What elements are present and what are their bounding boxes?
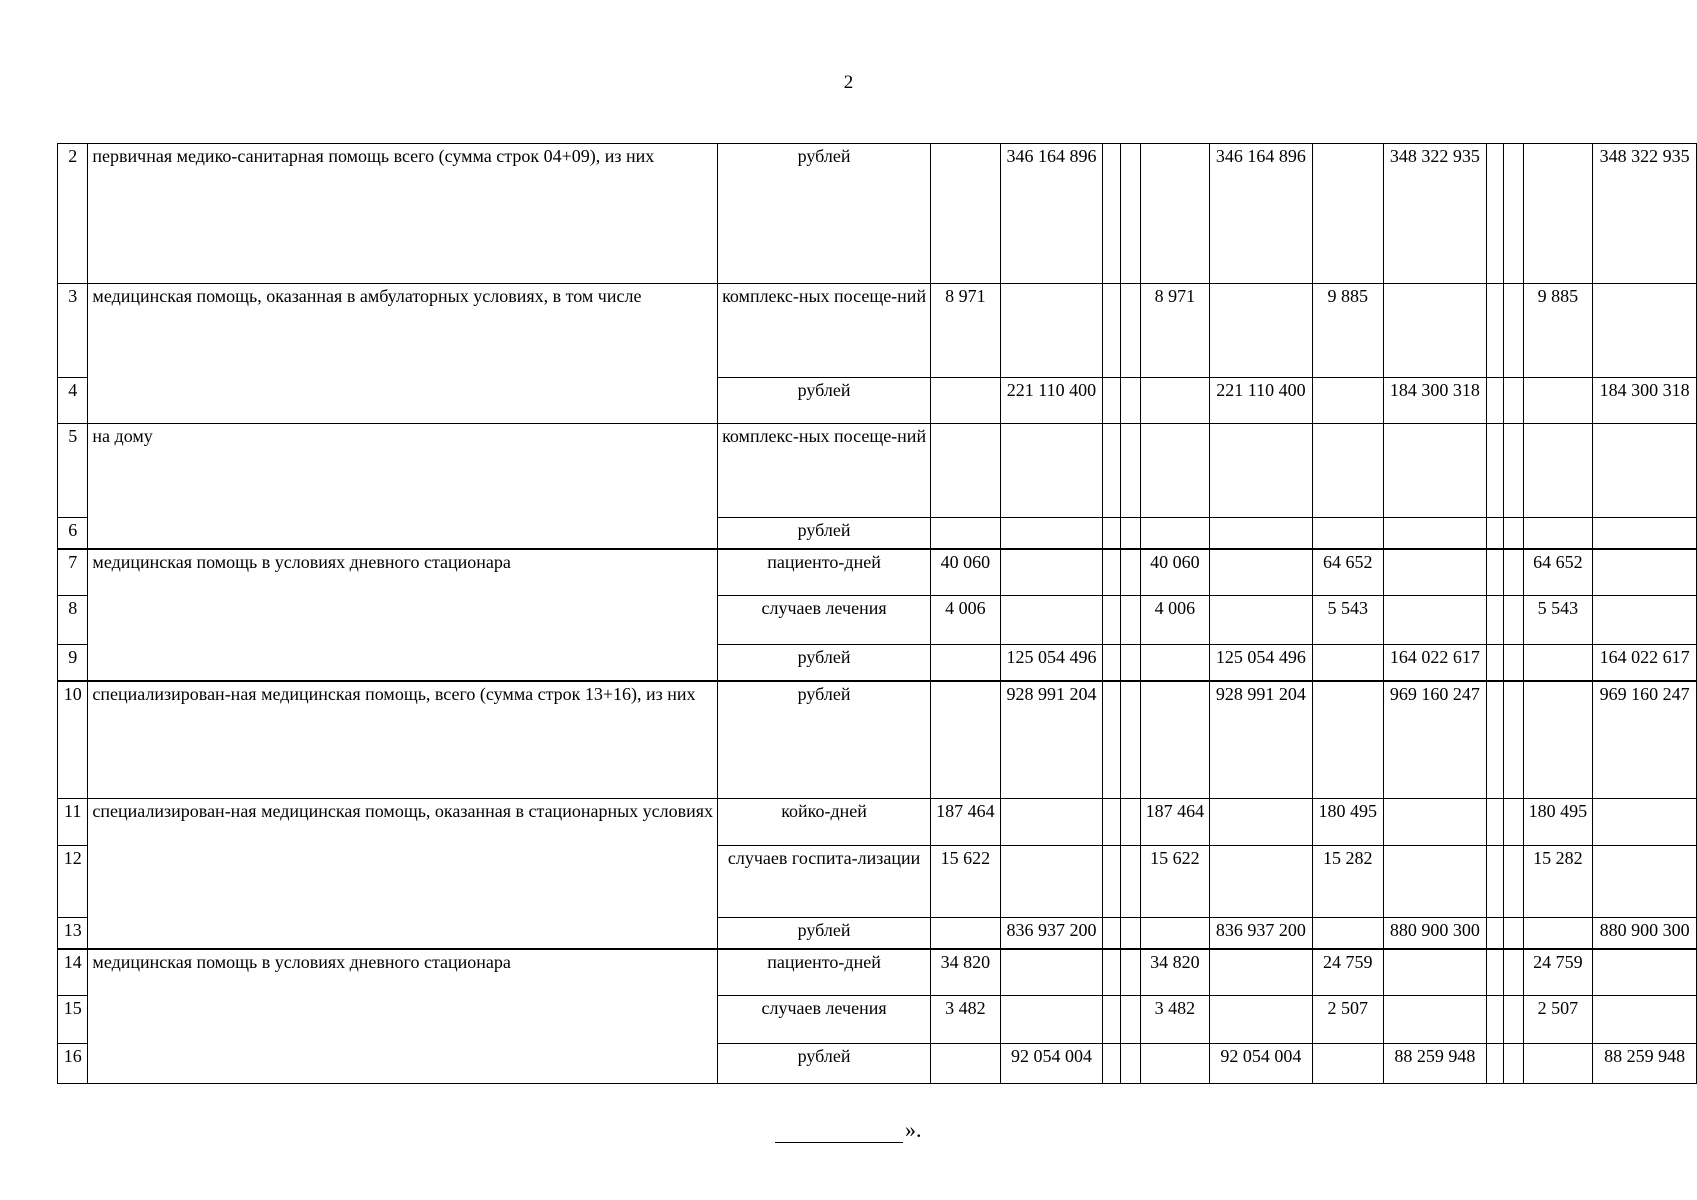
row-number: 16 [58,1044,88,1084]
row-unit: комплекс-ных посеще-ний [718,284,931,378]
value-cell [1593,846,1697,918]
row-number: 7 [58,549,88,596]
value-cell [1504,681,1523,799]
value-cell [1383,549,1486,596]
value-cell [1504,144,1523,284]
value-cell [1312,1044,1383,1084]
value-cell [1210,596,1313,645]
value-cell: 880 900 300 [1593,918,1697,949]
row-description: специализирован-ная медицинская помощь, всего (сумма строк 13+16), из них [88,681,718,799]
page-number: 2 [843,72,854,93]
value-cell [1103,378,1121,424]
value-cell [1000,284,1103,378]
value-cell [1121,996,1141,1044]
value-cell [931,144,1001,284]
value-cell: 969 160 247 [1593,681,1697,799]
value-cell [1312,378,1383,424]
value-cell [1523,144,1593,284]
value-cell: 836 937 200 [1000,918,1103,949]
value-cell [1140,645,1210,681]
row-unit: случаев госпита-лизации [718,846,931,918]
row-description: первичная медико-санитарная помощь всего (сумма строк 04+09), из них [88,144,718,284]
value-cell [1486,424,1503,518]
value-cell [1210,424,1313,518]
value-cell [1000,549,1103,596]
value-cell [1523,918,1593,949]
value-cell: 8 971 [931,284,1001,378]
value-cell [1121,1044,1141,1084]
value-cell [1210,549,1313,596]
value-cell [1504,378,1523,424]
value-cell: 15 622 [931,846,1001,918]
value-cell [1312,918,1383,949]
value-cell [1000,846,1103,918]
value-cell: 928 991 204 [1210,681,1313,799]
row-unit: рублей [718,918,931,949]
value-cell [1103,518,1121,549]
value-cell [1312,144,1383,284]
value-cell: 2 507 [1312,996,1383,1044]
value-cell [1210,518,1313,549]
value-cell: 880 900 300 [1383,918,1486,949]
value-cell [1210,949,1313,996]
value-cell [1121,645,1141,681]
value-cell [1312,518,1383,549]
row-number: 4 [58,378,88,424]
row-unit: рублей [718,681,931,799]
row-number: 15 [58,996,88,1044]
value-cell [1504,996,1523,1044]
value-cell: 64 652 [1523,549,1593,596]
value-cell [1593,424,1697,518]
value-cell [1486,918,1503,949]
value-cell [1486,549,1503,596]
value-cell: 928 991 204 [1000,681,1103,799]
row-unit: рублей [718,645,931,681]
value-cell: 125 054 496 [1000,645,1103,681]
value-cell [1000,996,1103,1044]
value-cell [1523,681,1593,799]
value-cell [1523,518,1593,549]
value-cell [1486,284,1503,378]
value-cell [1103,846,1121,918]
value-cell [1140,681,1210,799]
value-cell [1121,681,1141,799]
value-cell [1121,799,1141,846]
value-cell [1121,549,1141,596]
value-cell [931,518,1001,549]
row-description: медицинская помощь в условиях дневного стационара [88,549,718,681]
value-cell: 221 110 400 [1210,378,1313,424]
row-unit: койко-дней [718,799,931,846]
value-cell: 15 282 [1312,846,1383,918]
value-cell [1121,846,1141,918]
value-cell [931,918,1001,949]
value-cell [1103,284,1121,378]
value-cell [1121,596,1141,645]
value-cell: 4 006 [1140,596,1210,645]
row-unit: пациенто-дней [718,949,931,996]
value-cell [1383,799,1486,846]
value-cell [1486,144,1503,284]
document-footer [775,1117,922,1143]
value-cell [1121,284,1141,378]
value-cell: 164 022 617 [1593,645,1697,681]
value-cell [1486,846,1503,918]
value-cell: 187 464 [1140,799,1210,846]
row-unit: случаев лечения [718,996,931,1044]
value-cell [1383,284,1486,378]
row-unit: рублей [718,144,931,284]
row-number: 9 [58,645,88,681]
value-cell [1486,949,1503,996]
value-cell: 5 543 [1523,596,1593,645]
row-number: 11 [58,799,88,846]
value-cell: 88 259 948 [1593,1044,1697,1084]
value-cell [1103,549,1121,596]
value-cell: 5 543 [1312,596,1383,645]
value-cell: 187 464 [931,799,1001,846]
value-cell: 24 759 [1523,949,1593,996]
value-cell: 9 885 [1312,284,1383,378]
value-cell: 164 022 617 [1383,645,1486,681]
value-cell [1523,378,1593,424]
value-cell: 24 759 [1312,949,1383,996]
value-cell [1486,645,1503,681]
value-cell [1383,949,1486,996]
value-cell [1504,284,1523,378]
row-description: на дому [88,424,718,549]
value-cell [1121,518,1141,549]
value-cell: 64 652 [1312,549,1383,596]
value-cell [1593,596,1697,645]
value-cell [1000,424,1103,518]
value-cell [1140,144,1210,284]
value-cell [931,645,1001,681]
value-cell: 92 054 004 [1000,1044,1103,1084]
row-unit: рублей [718,518,931,549]
row-unit: пациенто-дней [718,549,931,596]
value-cell: 346 164 896 [1210,144,1313,284]
value-cell: 125 054 496 [1210,645,1313,681]
value-cell [1383,846,1486,918]
value-cell: 180 495 [1312,799,1383,846]
value-cell: 3 482 [931,996,1001,1044]
value-cell [1383,424,1486,518]
value-cell [1504,799,1523,846]
value-cell [1000,799,1103,846]
value-cell [1121,918,1141,949]
table-row [58,799,1697,846]
value-cell [1593,518,1697,549]
value-cell [1504,645,1523,681]
value-cell [1103,645,1121,681]
value-cell [1504,518,1523,549]
row-number: 13 [58,918,88,949]
row-unit: рублей [718,378,931,424]
table-row [58,549,1697,596]
value-cell [931,1044,1001,1084]
row-number: 2 [58,144,88,284]
value-cell [1121,378,1141,424]
value-cell: 969 160 247 [1383,681,1486,799]
value-cell [1593,799,1697,846]
value-cell [1504,1044,1523,1084]
value-cell [1000,949,1103,996]
value-cell: 348 322 935 [1593,144,1697,284]
row-unit: случаев лечения [718,596,931,645]
value-cell [1383,996,1486,1044]
value-cell: 34 820 [1140,949,1210,996]
value-cell: 346 164 896 [1000,144,1103,284]
value-cell: 221 110 400 [1000,378,1103,424]
value-cell [1486,681,1503,799]
value-cell [1140,918,1210,949]
row-description: медицинская помощь, оказанная в амбулаторных условиях, в том числе [88,284,718,424]
value-cell: 4 006 [931,596,1001,645]
table-row [58,424,1697,518]
value-cell: 92 054 004 [1210,1044,1313,1084]
value-cell [1523,645,1593,681]
value-cell [1140,1044,1210,1084]
value-cell [1486,518,1503,549]
value-cell [1121,144,1141,284]
value-cell [1383,596,1486,645]
value-cell: 184 300 318 [1383,378,1486,424]
value-cell: 15 622 [1140,846,1210,918]
value-cell: 40 060 [1140,549,1210,596]
value-cell [1312,424,1383,518]
table-row [58,681,1697,799]
value-cell [1103,596,1121,645]
value-cell [1121,949,1141,996]
value-cell [1103,681,1121,799]
row-number: 6 [58,518,88,549]
value-cell [1504,949,1523,996]
data-table [57,143,1697,1084]
value-cell [1140,424,1210,518]
row-number: 3 [58,284,88,378]
value-cell [1103,144,1121,284]
value-cell [1103,918,1121,949]
value-cell [1593,949,1697,996]
table-row [58,144,1697,284]
row-number: 5 [58,424,88,518]
value-cell [1486,996,1503,1044]
value-cell [1593,549,1697,596]
value-cell: 34 820 [931,949,1001,996]
value-cell: 9 885 [1523,284,1593,378]
row-number: 10 [58,681,88,799]
value-cell [931,378,1001,424]
table-row [58,284,1697,378]
value-cell [1312,681,1383,799]
value-cell [1523,424,1593,518]
value-cell [1593,996,1697,1044]
value-cell [1486,596,1503,645]
table-body [58,144,1697,1084]
value-cell [1504,549,1523,596]
value-cell [1103,949,1121,996]
row-description: специализирован-ная медицинская помощь, оказанная в стационарных условиях [88,799,718,949]
value-cell [1504,424,1523,518]
row-number: 8 [58,596,88,645]
value-cell [1593,284,1697,378]
value-cell [1140,518,1210,549]
closing-quote: ». [905,1117,922,1142]
value-cell [1486,799,1503,846]
value-cell [931,424,1001,518]
value-cell [1486,378,1503,424]
value-cell [1000,596,1103,645]
value-cell [1103,996,1121,1044]
value-cell: 348 322 935 [1383,144,1486,284]
row-number: 12 [58,846,88,918]
value-cell: 180 495 [1523,799,1593,846]
value-cell [1103,424,1121,518]
value-cell: 2 507 [1523,996,1593,1044]
value-cell [1383,518,1486,549]
value-cell: 3 482 [1140,996,1210,1044]
value-cell [1486,1044,1503,1084]
value-cell: 88 259 948 [1383,1044,1486,1084]
value-cell [1000,518,1103,549]
value-cell [1210,799,1313,846]
row-unit: комплекс-ных посеще-ний [718,424,931,518]
value-cell: 15 282 [1523,846,1593,918]
value-cell [1210,996,1313,1044]
value-cell [1312,645,1383,681]
signature-line [775,1122,903,1143]
value-cell [1210,284,1313,378]
value-cell [1504,596,1523,645]
value-cell [1523,1044,1593,1084]
value-cell [1103,799,1121,846]
row-description: медицинская помощь в условиях дневного стационара [88,949,718,1084]
value-cell [1504,918,1523,949]
value-cell: 40 060 [931,549,1001,596]
value-cell [1121,424,1141,518]
value-cell [1140,378,1210,424]
table-row [58,949,1697,996]
value-cell: 8 971 [1140,284,1210,378]
value-cell [1103,1044,1121,1084]
value-cell [1210,846,1313,918]
row-unit: рублей [718,1044,931,1084]
row-number: 14 [58,949,88,996]
value-cell [1504,846,1523,918]
value-cell: 184 300 318 [1593,378,1697,424]
value-cell: 836 937 200 [1210,918,1313,949]
value-cell [931,681,1001,799]
